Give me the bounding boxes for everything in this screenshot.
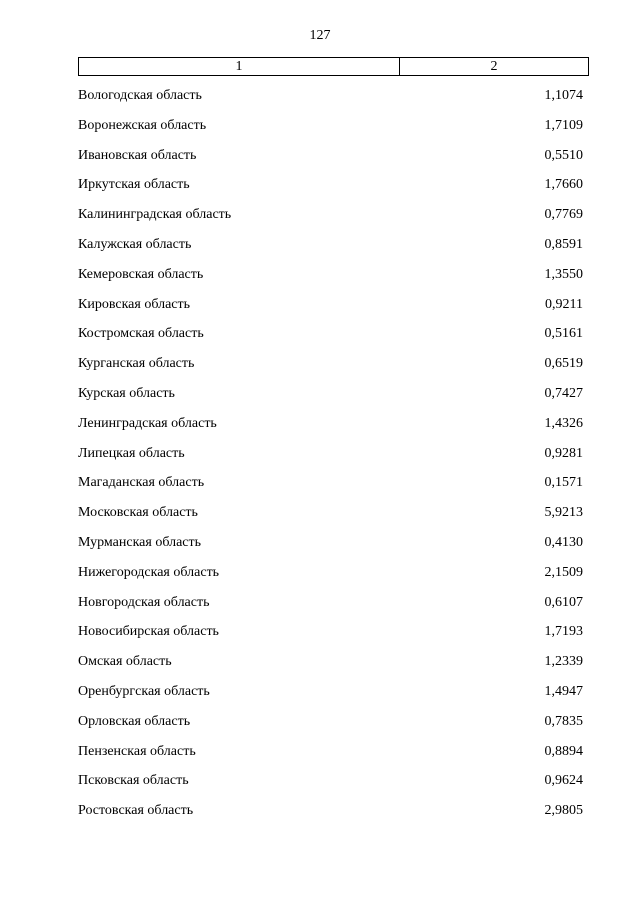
- table-row: [78, 206, 583, 236]
- region-value: 1,3550: [544, 266, 583, 282]
- header-column-2: 2: [490, 59, 498, 74]
- region-name: Орловская область: [78, 713, 191, 729]
- table-row: [78, 653, 583, 683]
- region-name: Ленинградская область: [78, 415, 217, 431]
- region-value: 1,4947: [544, 683, 583, 699]
- region-value: 2,1509: [544, 564, 583, 580]
- table-row: [78, 445, 583, 475]
- region-name: Липецкая область: [78, 445, 185, 461]
- region-value: 1,4326: [544, 415, 583, 431]
- region-name: Кировская область: [78, 296, 191, 312]
- region-name: Новгородская область: [78, 594, 210, 610]
- region-value: 0,5510: [544, 147, 583, 163]
- region-name: Костромская область: [78, 326, 204, 342]
- region-name: Пензенская область: [78, 743, 196, 759]
- region-name: Нижегородская область: [78, 564, 220, 580]
- region-value: 0,7835: [544, 713, 583, 729]
- region-value: 0,5161: [544, 326, 583, 342]
- table-row: [78, 594, 583, 624]
- table-row: [78, 802, 583, 832]
- table-row: [78, 564, 583, 594]
- table-row: [78, 772, 583, 802]
- region-name: Ивановская область: [78, 147, 197, 163]
- region-value: 1,7660: [544, 177, 583, 193]
- table-row: [78, 623, 583, 653]
- region-name: Вологодская область: [78, 88, 202, 103]
- region-value: 1,2339: [544, 654, 583, 670]
- table-header: [78, 57, 589, 76]
- table-row: [78, 325, 583, 355]
- region-value: 1,7109: [544, 117, 583, 133]
- region-value: 0,4130: [544, 534, 583, 550]
- header-column-1: 1: [79, 58, 400, 75]
- region-name: Иркутская область: [78, 177, 190, 193]
- table-row: [78, 415, 583, 445]
- region-value: 0,8894: [544, 743, 583, 759]
- region-name: Мурманская область: [78, 534, 202, 550]
- region-name: Курская область: [78, 385, 175, 401]
- region-value: 0,8591: [544, 236, 583, 252]
- table-row: [78, 117, 583, 147]
- table-row: [78, 147, 583, 177]
- region-value: 0,9281: [544, 445, 583, 461]
- region-name: Новосибирская область: [78, 624, 219, 640]
- region-name: Калининградская область: [78, 207, 232, 223]
- table-row: [78, 683, 583, 713]
- table-row: [78, 474, 583, 504]
- table-body: [78, 87, 583, 832]
- region-value: 0,6519: [544, 356, 583, 372]
- region-value: 1,7193: [544, 624, 583, 640]
- region-value: 0,1571: [544, 475, 583, 491]
- table-row: [78, 385, 583, 415]
- region-value: 0,6107: [544, 594, 583, 610]
- table-row: [78, 534, 583, 564]
- region-value: 0,7427: [544, 385, 583, 401]
- region-value: 2,9805: [544, 803, 583, 819]
- region-name: Магаданская область: [78, 475, 205, 491]
- region-value: 0,9211: [545, 296, 583, 312]
- region-value: 5,9213: [544, 505, 583, 521]
- region-name: Курганская область: [78, 356, 195, 372]
- region-name: Ростовская область: [78, 803, 194, 819]
- region-name: Псковская область: [78, 773, 189, 789]
- region-name: Омская область: [78, 654, 172, 670]
- region-name: Московская область: [78, 505, 198, 521]
- region-name: Оренбургская область: [78, 683, 210, 699]
- region-name: Воронежская область: [78, 117, 207, 133]
- table-row: [78, 713, 583, 743]
- region-value: 1,1074: [544, 88, 583, 103]
- table-row: [78, 504, 583, 534]
- region-name: Кемеровская область: [78, 266, 204, 282]
- page-number: 127: [309, 28, 331, 43]
- table-row: [78, 743, 583, 773]
- region-name: Калужская область: [78, 236, 192, 252]
- table-row: [78, 355, 583, 385]
- table-row: [78, 236, 583, 266]
- region-value: 0,7769: [544, 207, 583, 223]
- table-row: [78, 87, 583, 117]
- table-row: [78, 266, 583, 296]
- table-row: [78, 296, 583, 326]
- region-value: 0,9624: [544, 773, 583, 789]
- table-row: [78, 176, 583, 206]
